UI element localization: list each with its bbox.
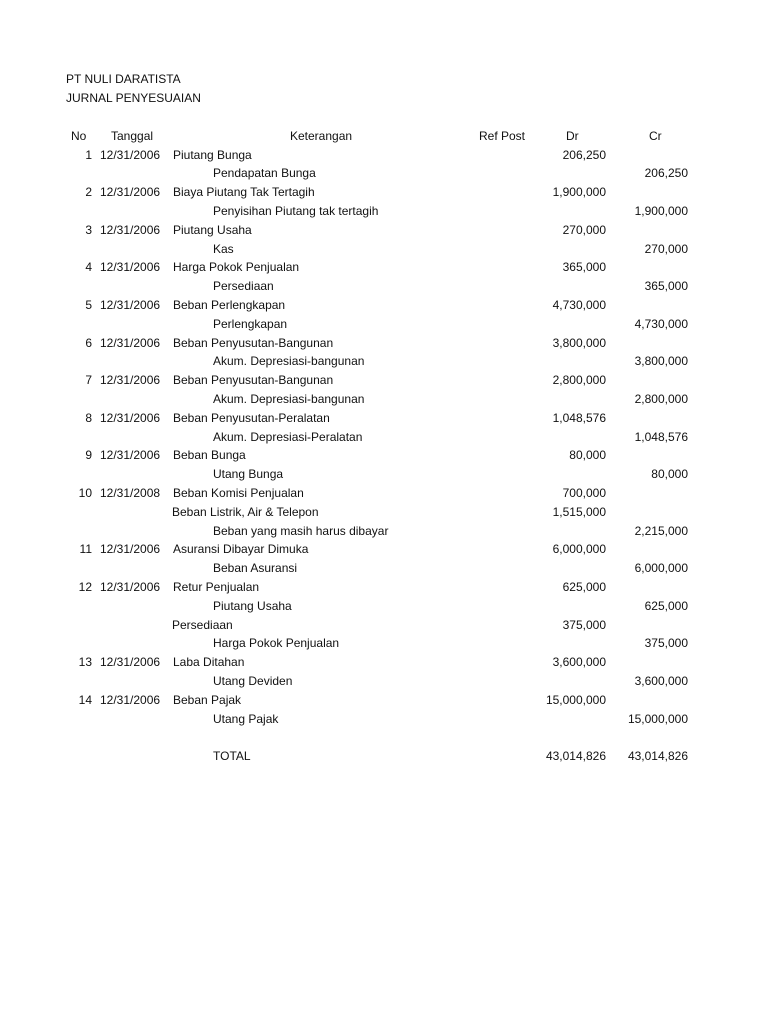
entry-number: 13 — [78, 655, 92, 670]
total-dr: 43,014,826 — [545, 749, 606, 764]
entry-date: 12/31/2006 — [100, 542, 161, 557]
journal-row — [0, 390, 768, 409]
journal-row — [0, 428, 768, 447]
journal-row — [0, 296, 768, 315]
journal-row — [0, 672, 768, 691]
credit-amount: 1,900,000 — [634, 203, 688, 218]
entry-date: 12/31/2006 — [100, 147, 161, 162]
entry-date: 12/31/2008 — [100, 485, 161, 500]
header-dr: Dr — [566, 129, 579, 143]
credit-amount: 1,048,576 — [634, 429, 688, 444]
journal-row — [0, 484, 768, 503]
journal-row — [0, 258, 768, 277]
journal-row — [0, 277, 768, 296]
entry-date: 12/31/2006 — [100, 692, 161, 707]
journal-row — [0, 315, 768, 334]
account-name: Laba Ditahan — [173, 655, 245, 670]
journal-row — [0, 202, 768, 221]
journal-row — [0, 183, 768, 202]
debit-amount: 3,800,000 — [552, 335, 606, 350]
debit-amount: 270,000 — [562, 222, 606, 237]
entry-number: 14 — [78, 692, 92, 707]
entry-date: 12/31/2006 — [100, 222, 161, 237]
debit-amount: 1,515,000 — [552, 504, 606, 519]
journal-row — [0, 240, 768, 259]
account-name: Piutang Usaha — [173, 222, 252, 237]
entry-date: 12/31/2006 — [100, 448, 161, 463]
entry-date: 12/31/2006 — [100, 185, 161, 200]
debit-amount: 1,900,000 — [552, 185, 606, 200]
account-name: Akum. Depresiasi-bangunan — [213, 354, 365, 369]
journal-row — [0, 710, 768, 729]
credit-amount: 80,000 — [651, 467, 688, 482]
account-name: Beban yang masih harus dibayar — [213, 523, 389, 538]
journal-row — [0, 578, 768, 597]
account-name: Piutang Usaha — [213, 598, 292, 613]
entry-date: 12/31/2006 — [100, 373, 161, 388]
account-name: Utang Deviden — [213, 673, 293, 688]
debit-amount: 3,600,000 — [552, 655, 606, 670]
account-name: Beban Penyusutan-Bangunan — [173, 335, 334, 350]
entry-number: 7 — [85, 373, 92, 388]
entry-date: 12/31/2006 — [100, 655, 161, 670]
account-name: Beban Bunga — [173, 448, 246, 463]
account-name: Beban Komisi Penjualan — [173, 485, 304, 500]
header-cr: Cr — [649, 129, 662, 143]
entry-date: 12/31/2006 — [100, 297, 161, 312]
debit-amount: 80,000 — [569, 448, 606, 463]
debit-amount: 625,000 — [562, 579, 606, 594]
journal-row — [0, 540, 768, 559]
account-name: Perlengkapan — [213, 316, 288, 331]
journal-row — [0, 409, 768, 428]
debit-amount: 2,800,000 — [552, 373, 606, 388]
entry-number: 1 — [85, 147, 92, 162]
header-no: No — [71, 129, 87, 143]
account-name: Pendapatan Bunga — [213, 166, 316, 181]
header-tanggal: Tanggal — [111, 129, 154, 143]
account-name: Beban Penyusutan-Bangunan — [173, 373, 334, 388]
account-name: Piutang Bunga — [173, 147, 252, 162]
account-name: Beban Pajak — [173, 692, 242, 707]
journal-row — [0, 691, 768, 710]
account-name: Persediaan — [172, 617, 233, 632]
account-name: Beban Penyusutan-Peralatan — [173, 410, 330, 425]
account-name: Akum. Depresiasi-Peralatan — [213, 429, 363, 444]
entry-date: 12/31/2006 — [100, 335, 161, 350]
account-name: Utang Pajak — [213, 711, 279, 726]
credit-amount: 2,800,000 — [634, 391, 688, 406]
journal-row — [0, 334, 768, 353]
debit-amount: 700,000 — [562, 485, 606, 500]
journal-row — [0, 164, 768, 183]
credit-amount: 3,800,000 — [634, 354, 688, 369]
journal-row — [0, 616, 768, 635]
credit-amount: 3,600,000 — [634, 673, 688, 688]
journal-row — [0, 522, 768, 541]
account-name: Biaya Piutang Tak Tertagih — [173, 185, 315, 200]
journal-row — [0, 503, 768, 522]
entry-number: 5 — [85, 297, 92, 312]
total-cr: 43,014,826 — [627, 749, 688, 764]
journal-row — [0, 653, 768, 672]
account-name: Beban Perlengkapan — [173, 297, 286, 312]
debit-amount: 6,000,000 — [552, 542, 606, 557]
account-name: Beban Listrik, Air & Telepon — [172, 504, 319, 519]
account-name: Asuransi Dibayar Dimuka — [173, 542, 309, 557]
credit-amount: 206,250 — [644, 166, 688, 181]
account-name: Persediaan — [213, 279, 274, 294]
account-name: Utang Bunga — [213, 467, 284, 482]
header-keterangan: Keterangan — [290, 129, 353, 143]
entry-number: 12 — [78, 579, 92, 594]
debit-amount: 365,000 — [562, 260, 606, 275]
entry-date: 12/31/2006 — [100, 260, 161, 275]
debit-amount: 375,000 — [562, 617, 606, 632]
debit-amount: 206,250 — [562, 147, 606, 162]
journal-row — [0, 634, 768, 653]
credit-amount: 625,000 — [644, 598, 688, 613]
entry-number: 11 — [79, 542, 92, 557]
journal-row — [0, 559, 768, 578]
account-name: Akum. Depresiasi-bangunan — [213, 391, 365, 406]
account-name: Kas — [213, 241, 234, 256]
credit-amount: 375,000 — [644, 636, 688, 651]
account-name: Beban Asuransi — [213, 561, 298, 576]
company-name: PT NULI DARATISTA — [66, 72, 181, 86]
journal-row — [0, 446, 768, 465]
journal-row — [0, 146, 768, 165]
entry-number: 3 — [85, 222, 92, 237]
journal-title: JURNAL PENYESUAIAN — [66, 91, 201, 105]
entry-number: 8 — [85, 410, 92, 425]
journal-row — [0, 465, 768, 484]
journal-row — [0, 352, 768, 371]
credit-amount: 6,000,000 — [634, 561, 688, 576]
credit-amount: 2,215,000 — [634, 523, 688, 538]
total-row — [0, 747, 768, 766]
credit-amount: 365,000 — [644, 279, 688, 294]
credit-amount: 4,730,000 — [634, 316, 688, 331]
journal-row — [0, 221, 768, 240]
credit-amount: 15,000,000 — [627, 711, 688, 726]
journal-row — [0, 371, 768, 390]
account-name: Harga Pokok Penjualan — [173, 260, 300, 275]
entry-date: 12/31/2006 — [100, 579, 161, 594]
entry-number: 4 — [85, 260, 92, 275]
account-name: Harga Pokok Penjualan — [213, 636, 340, 651]
entry-number: 9 — [85, 448, 92, 463]
entry-number: 10 — [78, 485, 92, 500]
entry-number: 6 — [85, 335, 92, 350]
total-label: TOTAL — [213, 749, 251, 764]
header-ref-post: Ref Post — [479, 129, 526, 143]
debit-amount: 1,048,576 — [552, 410, 606, 425]
entry-date: 12/31/2006 — [100, 410, 161, 425]
account-name: Retur Penjualan — [173, 579, 260, 594]
entry-number: 2 — [85, 185, 92, 200]
account-name: Penyisihan Piutang tak tertagih — [213, 203, 379, 218]
credit-amount: 270,000 — [644, 241, 688, 256]
journal-row — [0, 597, 768, 616]
debit-amount: 4,730,000 — [552, 297, 606, 312]
debit-amount: 15,000,000 — [545, 692, 606, 707]
